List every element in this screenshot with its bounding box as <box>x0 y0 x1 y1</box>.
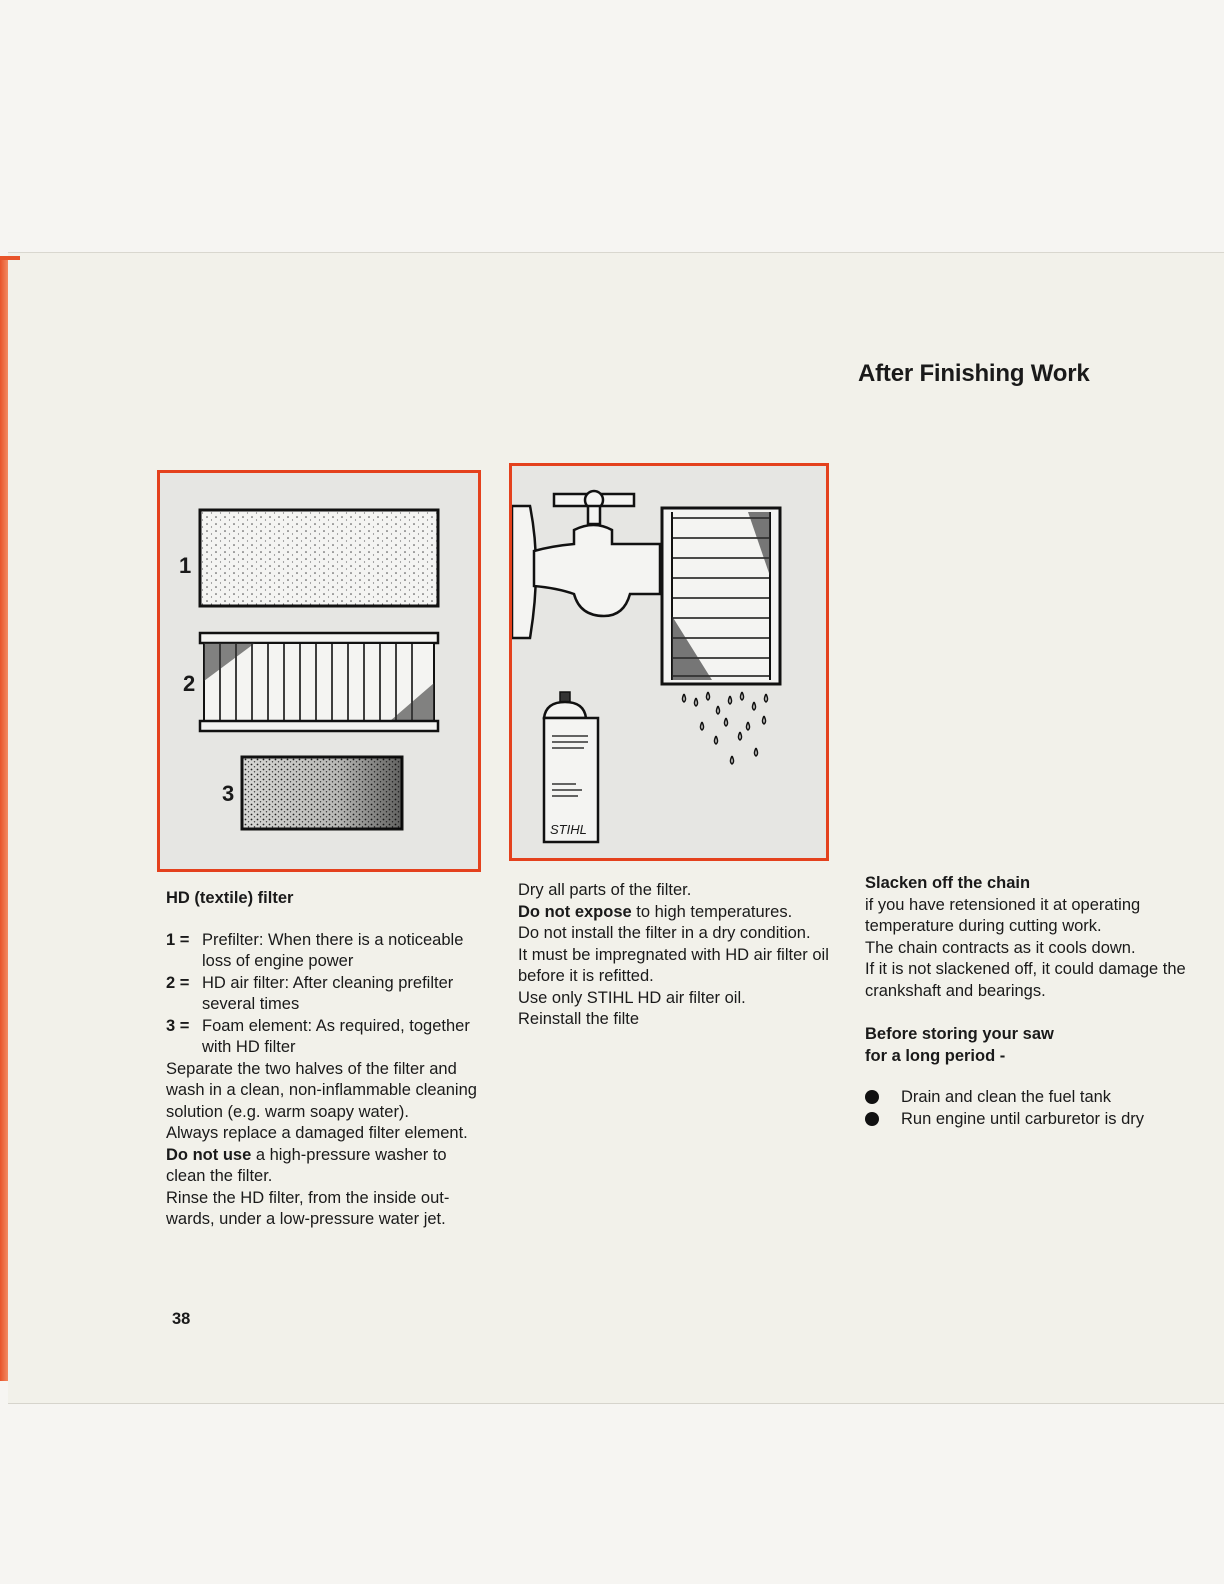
list-number: 2 = <box>166 973 190 992</box>
storing-heading-line2: for a long period - <box>865 1046 1006 1065</box>
rinse-filter-illustration <box>512 466 826 858</box>
list-item <box>166 973 486 1016</box>
rinse-filter-figure <box>509 463 829 861</box>
bullet-text: Drain and clean the fuel tank <box>901 1088 1112 1106</box>
stihl-oil-line: Use only STIHL HD air filter oil. <box>518 988 746 1007</box>
do-not-use-text: Do not use <box>166 1145 252 1164</box>
bullet-icon <box>865 1090 879 1104</box>
list-item <box>166 930 486 973</box>
prefilter-shape <box>200 510 438 606</box>
contract-paragraph: The chain contracts as it cools down. <box>865 938 1136 957</box>
column-hd-filter <box>166 888 486 1231</box>
list-text: Foam element: As required, together with HD filter <box>202 1016 470 1056</box>
slacken-chain-heading: Slacken off the chain <box>865 874 1031 892</box>
list-text: HD air filter: After cleaning prefilter several times <box>202 973 454 1013</box>
page-edge-strip <box>0 256 8 1381</box>
list-item <box>166 1016 486 1059</box>
page-number: 38 <box>172 1310 191 1328</box>
column-dry-filter <box>518 880 838 1031</box>
filter-elements-illustration <box>160 473 478 869</box>
install-line: Do not install the filter in a dry condition. <box>518 924 811 942</box>
page-title: After Finishing Work <box>858 360 1090 387</box>
expose-line <box>518 902 838 924</box>
figure-label-1: 1 <box>179 553 192 578</box>
washer-paragraph <box>166 1145 486 1188</box>
hd-filter-heading: HD (textile) filter <box>166 889 294 907</box>
filter-elements-figure <box>157 470 481 872</box>
slacken-paragraph: if you have retensioned it at operating temperature during cutting work. <box>865 895 1141 935</box>
replace-paragraph: Always replace a damaged filter element. <box>166 1124 468 1142</box>
oil-can-brand-label: STIHL <box>550 822 587 837</box>
column-chain-storage <box>865 873 1195 1130</box>
rinse-paragraph: Rinse the HD filter, from the inside out-wards, under a low-pressure water jet. <box>166 1188 450 1228</box>
list-text: Prefilter: When there is a noticeable loss of engine power <box>202 930 464 970</box>
impregnate-line: It must be impregnated with HD air filter oil before it is refitted. <box>518 945 829 985</box>
figure-label-3: 3 <box>222 781 235 806</box>
bullet-item <box>865 1109 1195 1131</box>
dry-line: Dry all parts of the filter. <box>518 881 692 899</box>
bullet-text: Run engine until carburetor is dry <box>901 1109 1145 1128</box>
separate-paragraph: Separate the two halves of the filter and wash in a clean, non-inflammable cleaning solution (e.g. warm soapy water). <box>166 1059 477 1121</box>
reinstall-line: Reinstall the filte <box>518 1010 640 1028</box>
bullet-icon <box>865 1112 879 1126</box>
storing-heading-line1: Before storing your saw <box>865 1025 1054 1043</box>
list-number: 1 = <box>166 930 190 949</box>
water-tap-icon <box>534 525 660 616</box>
bullet-item <box>865 1087 1195 1109</box>
washer-text: a high-pressure washer to clean the filter. <box>166 1145 447 1185</box>
do-not-expose-text: Do not expose <box>518 902 632 921</box>
list-number: 3 = <box>166 1016 190 1035</box>
expose-text: to high temperatures. <box>631 902 793 921</box>
damage-paragraph: If it is not slackened off, it could damage the crankshaft and bearings. <box>865 960 1186 1000</box>
figure-label-2: 2 <box>183 671 196 696</box>
